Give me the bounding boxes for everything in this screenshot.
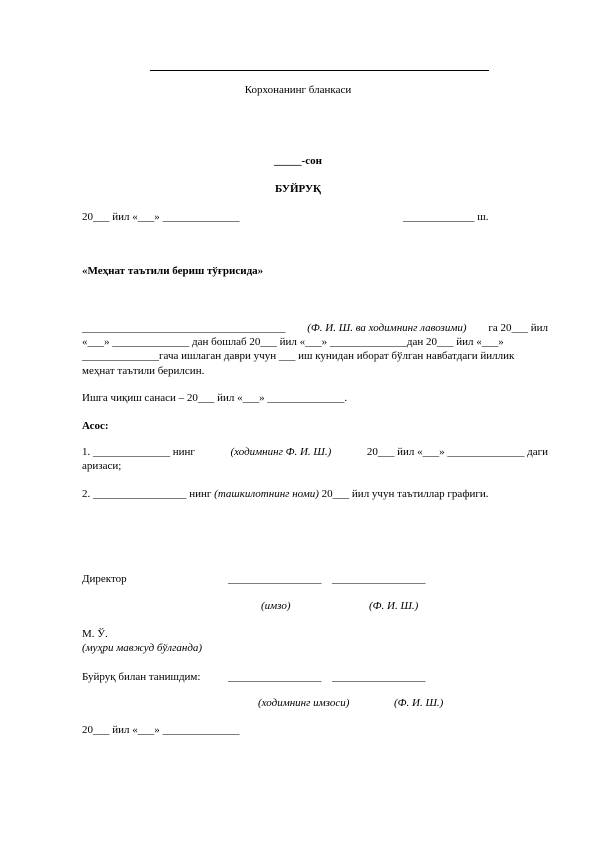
director-signature-blank: _________________: [228, 573, 322, 585]
basis-line: аризаси;: [82, 460, 122, 473]
paragraph-line: «___» ______________ дан бошлаб 20___ йил «___» ______________дан 20___ йил «___»: [82, 336, 504, 349]
order-place: _____________ ш.: [403, 211, 489, 223]
acquainted-label: Буйруқ билан танишдим:: [82, 671, 201, 683]
basis-item-1: [82, 446, 548, 473]
organization-hint: (ташкилотнинг номи): [214, 488, 319, 500]
return-date: Ишга чиқиш санаси – 20___ йил «___» ______________.: [82, 392, 348, 404]
seal-label: М. Ў.: [82, 628, 108, 640]
employee-blank: _____________________________________: [82, 322, 286, 334]
director-label: Директор: [82, 573, 127, 585]
basis-item-2: [82, 488, 488, 501]
paragraph-line: ______________гача ишлаган даври учун ___ иш кунидан иборат бўлган навбатдаги йиллик: [82, 350, 515, 363]
paragraph-line: меҳнат таътили берилсин.: [82, 364, 205, 377]
basis-text: 20___ йил учун таътиллар графиги.: [321, 488, 489, 500]
employee-name-caption: (Ф. И. Ш.): [394, 697, 444, 709]
basis-text: 1. ______________ нинг: [82, 446, 195, 458]
employee-signature-caption: (ходимнинг имзоси): [258, 697, 350, 709]
document-title: БУЙРУҚ: [274, 183, 321, 195]
employee-signature-blank: _________________: [228, 671, 322, 683]
order-subject: «Меҳнат таътили бериш тўғрисида»: [82, 265, 264, 277]
acknowledgement-date: 20___ йил «___» ______________: [82, 724, 240, 736]
employee-name-hint: (ходимнинг Ф. И. Ш.): [230, 446, 332, 458]
letterhead-label: Корхонанинг бланкаси: [244, 84, 352, 96]
seal-note: (муҳри мавжуд бўлганда): [82, 642, 203, 654]
basis-line: [82, 446, 548, 459]
basis-label: Асос:: [82, 420, 109, 432]
basis-text: 2. _________________ нинг: [82, 488, 212, 500]
director-name-blank: _________________: [332, 573, 426, 585]
employee-name-blank: _________________: [332, 671, 426, 683]
basis-text: 20___ йил «___» ______________ даги: [366, 446, 548, 458]
letterhead-rule: [150, 70, 489, 71]
paragraph-line: [82, 322, 548, 335]
paragraph-main: [82, 322, 548, 378]
paragraph-text: га 20___ йил: [488, 322, 548, 334]
name-caption: (Ф. И. Ш.): [369, 600, 419, 612]
signature-caption: (имзо): [261, 600, 291, 612]
order-date: 20___ йил «___» ______________: [82, 211, 240, 223]
order-number: _____-сон: [274, 155, 322, 167]
employee-hint: (Ф. И. Ш. ва ходимнинг лавозими): [307, 322, 467, 334]
